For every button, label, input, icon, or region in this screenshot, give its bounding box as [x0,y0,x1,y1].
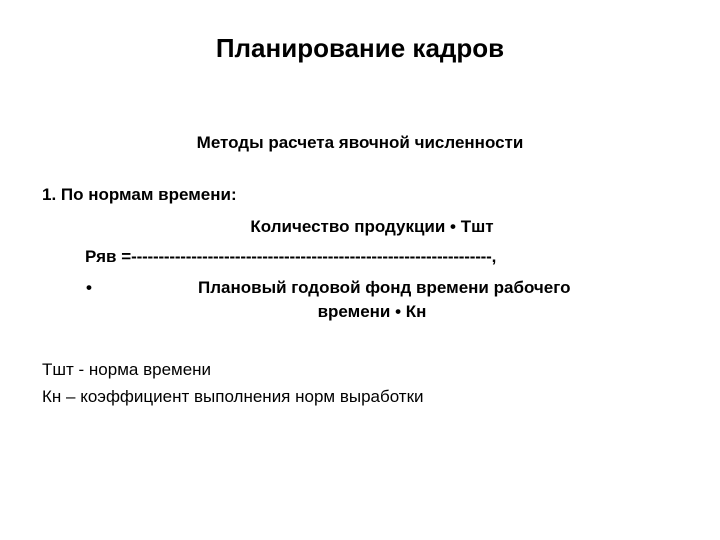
formula-denominator-line2: времени • Кн [317,302,427,321]
method-heading: 1. По нормам времени: [42,185,237,204]
fraction-line: ------------------------------------------------------------------, [131,247,497,266]
formula-denominator-line1: Плановый годовой фонд времени рабочего [198,278,571,297]
slide-title: Планирование кадров [215,33,505,63]
bullet-icon: • [86,278,92,297]
formula-row [85,245,645,269]
formula-numerator: Количество продукции • Тшт [250,217,494,236]
slide-subtitle: Методы расчета явочной численности [196,133,524,152]
formula-lhs: Ряв = [85,247,132,266]
definition-kn: Кн – коэффициент выполнения норм выработки [42,387,424,406]
definition-tsht: Тшт - норма времени [42,360,212,379]
